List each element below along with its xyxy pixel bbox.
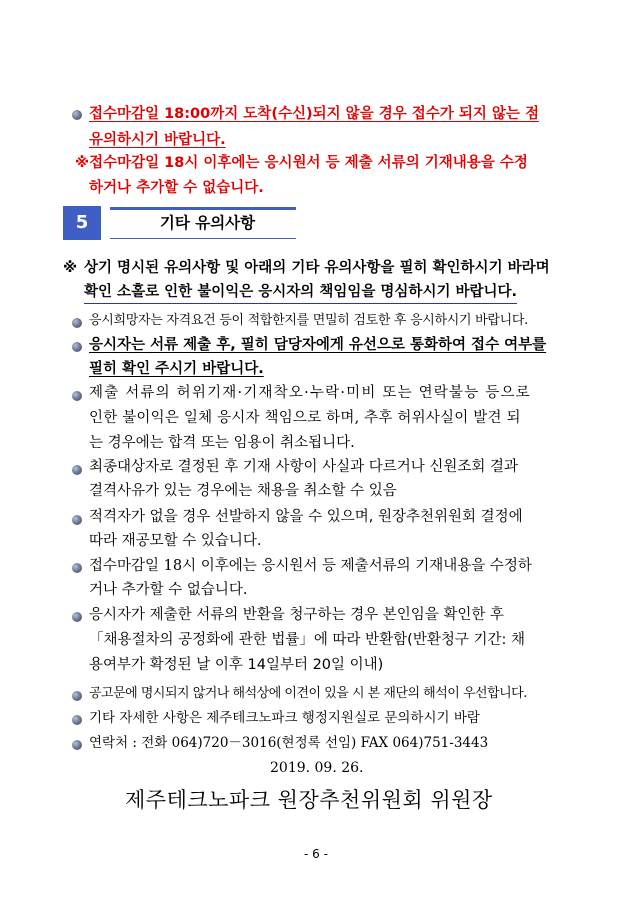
list-item: 공고문에 명시되지 않거나 해석상에 이견이 있을 시 본 재단의 해석이 우선합니다. <box>89 686 527 701</box>
signature: 제주테크노파크 원장추천위원회 위원장 <box>125 788 493 812</box>
deadline-notice-line3: ※접수마감일 18시 이후에는 응시원서 등 제출 서류의 기재내용을 수정 <box>75 155 528 171</box>
deadline-notice-line1: 접수마감일 18:00까지 도착(수신)되지 않을 경우 접수가 되지 않는 점 <box>89 106 539 122</box>
deadline-notice-line2: 유의하시기 바랍니다. <box>89 132 226 148</box>
list-item: 접수마감일 18시 이후에는 응시원서 등 제출서류의 기재내용을 수정하 <box>89 558 532 574</box>
list-item: 적격자가 없을 경우 선발하지 않을 수 있으며, 원장추천위원회 결정에 <box>89 509 523 525</box>
bullet-icon <box>72 110 82 120</box>
list-item: 응시희망자는 자격요건 등이 적합한지를 면밀히 검토한 후 응시하시기 바랍니다. <box>89 313 529 328</box>
list-item: 제출 서류의 허위기재·기재착오·누락·미비 또는 연락불능 등으로 <box>89 385 531 401</box>
list-item: 용여부가 확정된 날 이후 14일부터 20일 이내) <box>89 657 384 673</box>
list-item: 응시자가 제출한 서류의 반환을 청구하는 경우 본인임을 확인한 후 <box>89 607 505 623</box>
list-item: 거나 추가할 수 없습니다. <box>89 582 248 598</box>
list-item: 필히 확인 주시기 바랍니다. <box>89 361 264 377</box>
bullet-icon <box>72 612 82 622</box>
bullet-icon <box>72 391 82 401</box>
list-item: 연락처 : 전화 064)720－3016(현정록 선임) FAX 064)751-3443 <box>89 735 489 751</box>
document-date: 2019. 09. 26. <box>270 760 364 776</box>
section-bottom-rule <box>110 238 296 239</box>
bullet-icon <box>72 563 82 573</box>
bullet-icon <box>72 465 82 475</box>
list-item: 응시자는 서류 제출 후, 필히 담당자에게 유선으로 통화하여 접수 여부를 <box>89 337 547 353</box>
bullet-icon <box>72 515 82 525</box>
list-item: 최종대상자로 결정된 후 기재 사항이 사실과 다르거나 신원조회 결과 <box>89 459 519 475</box>
list-item: 인한 불이익은 일체 응시자 책임으로 하며, 추후 허위사실이 발견 되 <box>89 410 521 426</box>
list-item: 「채용절차의 공정화에 관한 법률」에 따라 반환함(반환청구 기간: 채 <box>89 632 525 648</box>
intro-line2: 확인 소홀로 인한 불이익은 응시자의 책임임을 명심하시기 바랍니다. <box>84 282 517 304</box>
list-item: 기타 자세한 사항은 제주테크노파크 행정지원실로 문의하시기 바람 <box>89 710 480 726</box>
bullet-icon <box>72 715 82 725</box>
section-title: 기타 유의사항 <box>159 214 256 232</box>
intro-line1: 상기 명시된 유의사항 및 아래의 기타 유의사항을 필히 확인하시기 바라며 <box>84 260 550 276</box>
intro-mark: ※ <box>63 260 78 276</box>
bullet-icon <box>72 691 82 701</box>
bullet-icon <box>72 740 82 750</box>
bullet-icon <box>72 318 82 328</box>
page-number: - 6 - <box>304 847 328 861</box>
list-item: 따라 재공모할 수 있습니다. <box>89 533 262 549</box>
list-item: 결격사유가 있는 경우에는 채용을 취소할 수 있음 <box>89 483 397 499</box>
list-item: 는 경우에는 합격 또는 임용이 취소됩니다. <box>89 435 355 451</box>
section-number: 5 <box>63 206 101 240</box>
deadline-notice-line4: 하거나 추가할 수 없습니다. <box>89 180 264 196</box>
bullet-icon <box>72 342 82 352</box>
